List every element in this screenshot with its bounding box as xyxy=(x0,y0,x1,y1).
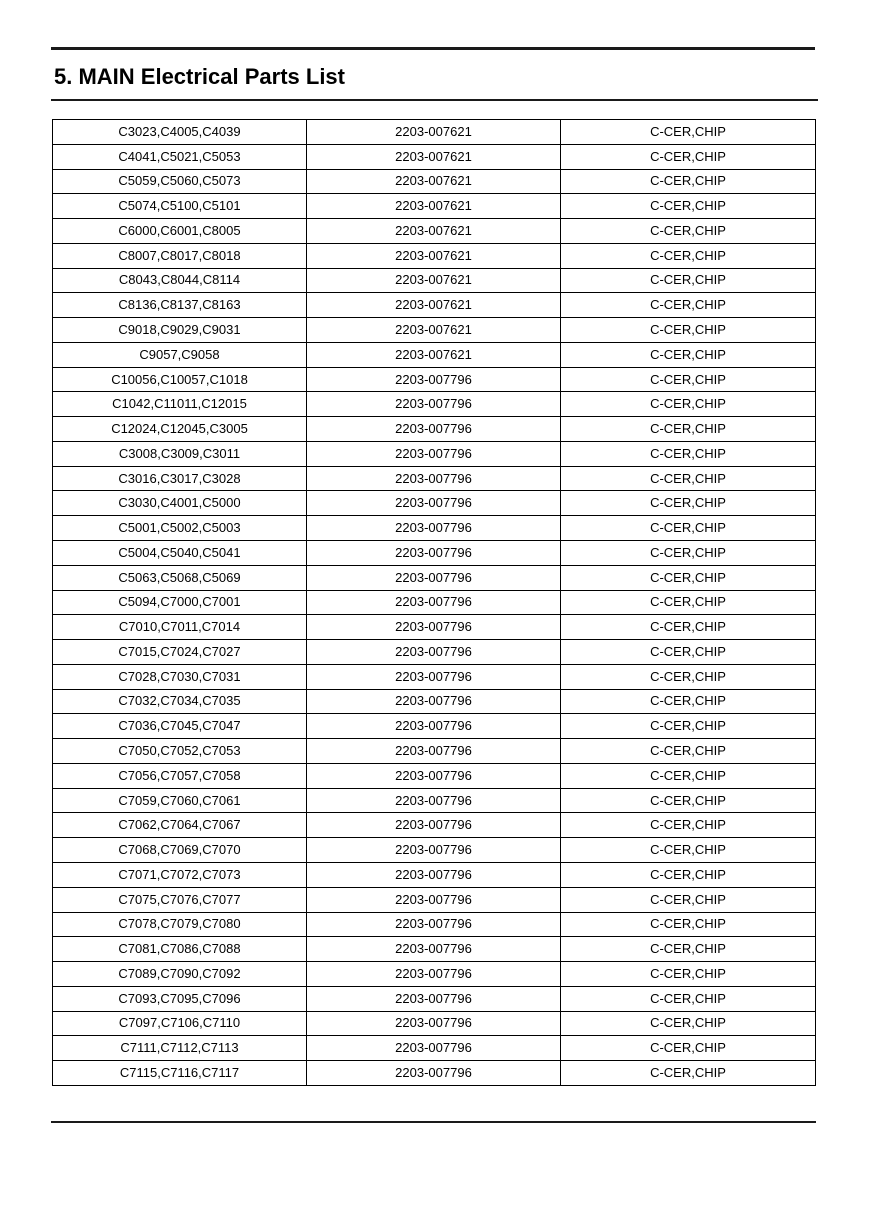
description-cell: C-CER,CHIP xyxy=(561,664,816,689)
part-number-cell: 2203-007796 xyxy=(307,962,561,987)
description-cell: C-CER,CHIP xyxy=(561,120,816,145)
location-cell: C7050,C7052,C7053 xyxy=(53,739,307,764)
part-number-cell: 2203-007796 xyxy=(307,441,561,466)
location-cell: C7097,C7106,C7110 xyxy=(53,1011,307,1036)
table-row xyxy=(53,862,816,887)
page-title: 5. MAIN Electrical Parts List xyxy=(54,64,345,89)
part-number-cell: 2203-007796 xyxy=(307,516,561,541)
part-number-cell: 2203-007796 xyxy=(307,367,561,392)
part-number-cell: 2203-007621 xyxy=(307,120,561,145)
location-cell: C5001,C5002,C5003 xyxy=(53,516,307,541)
location-cell: C5063,C5068,C5069 xyxy=(53,565,307,590)
description-cell: C-CER,CHIP xyxy=(561,739,816,764)
table-row xyxy=(53,714,816,739)
description-cell: C-CER,CHIP xyxy=(561,937,816,962)
part-number-cell: 2203-007621 xyxy=(307,169,561,194)
parts-table-body xyxy=(53,120,816,1086)
location-cell: C7028,C7030,C7031 xyxy=(53,664,307,689)
parts-table xyxy=(52,119,816,1086)
description-cell: C-CER,CHIP xyxy=(561,392,816,417)
part-number-cell: 2203-007796 xyxy=(307,664,561,689)
location-cell: C8043,C8044,C8114 xyxy=(53,268,307,293)
location-cell: C6000,C6001,C8005 xyxy=(53,219,307,244)
table-row xyxy=(53,664,816,689)
part-number-cell: 2203-007621 xyxy=(307,293,561,318)
description-cell: C-CER,CHIP xyxy=(561,590,816,615)
location-cell: C3016,C3017,C3028 xyxy=(53,466,307,491)
description-cell: C-CER,CHIP xyxy=(561,962,816,987)
part-number-cell: 2203-007621 xyxy=(307,194,561,219)
description-cell: C-CER,CHIP xyxy=(561,318,816,343)
description-cell: C-CER,CHIP xyxy=(561,689,816,714)
part-number-cell: 2203-007796 xyxy=(307,417,561,442)
location-cell: C7056,C7057,C7058 xyxy=(53,763,307,788)
table-row xyxy=(53,788,816,813)
part-number-cell: 2203-007796 xyxy=(307,912,561,937)
location-cell: C1042,C11011,C12015 xyxy=(53,392,307,417)
description-cell: C-CER,CHIP xyxy=(561,541,816,566)
part-number-cell: 2203-007621 xyxy=(307,219,561,244)
part-number-cell: 2203-007796 xyxy=(307,937,561,962)
location-cell: C4041,C5021,C5053 xyxy=(53,144,307,169)
location-cell: C3008,C3009,C3011 xyxy=(53,441,307,466)
table-row xyxy=(53,342,816,367)
table-row xyxy=(53,268,816,293)
description-cell: C-CER,CHIP xyxy=(561,144,816,169)
description-cell: C-CER,CHIP xyxy=(561,615,816,640)
location-cell: C7062,C7064,C7067 xyxy=(53,813,307,838)
location-cell: C10056,C10057,C1018 xyxy=(53,367,307,392)
part-number-cell: 2203-007796 xyxy=(307,541,561,566)
part-number-cell: 2203-007796 xyxy=(307,986,561,1011)
table-row xyxy=(53,491,816,516)
location-cell: C7071,C7072,C7073 xyxy=(53,862,307,887)
table-row xyxy=(53,615,816,640)
location-cell: C7115,C7116,C7117 xyxy=(53,1061,307,1086)
description-cell: C-CER,CHIP xyxy=(561,219,816,244)
description-cell: C-CER,CHIP xyxy=(561,986,816,1011)
description-cell: C-CER,CHIP xyxy=(561,268,816,293)
location-cell: C7093,C7095,C7096 xyxy=(53,986,307,1011)
location-cell: C9057,C9058 xyxy=(53,342,307,367)
table-row xyxy=(53,219,816,244)
part-number-cell: 2203-007796 xyxy=(307,565,561,590)
table-row xyxy=(53,144,816,169)
table-row xyxy=(53,689,816,714)
part-number-cell: 2203-007796 xyxy=(307,862,561,887)
table-row xyxy=(53,986,816,1011)
description-cell: C-CER,CHIP xyxy=(561,367,816,392)
table-row xyxy=(53,367,816,392)
description-cell: C-CER,CHIP xyxy=(561,565,816,590)
bottom-rule xyxy=(51,1121,816,1123)
part-number-cell: 2203-007621 xyxy=(307,243,561,268)
description-cell: C-CER,CHIP xyxy=(561,466,816,491)
description-cell: C-CER,CHIP xyxy=(561,491,816,516)
table-row xyxy=(53,169,816,194)
description-cell: C-CER,CHIP xyxy=(561,862,816,887)
location-cell: C7075,C7076,C7077 xyxy=(53,887,307,912)
table-row xyxy=(53,318,816,343)
location-cell: C7010,C7011,C7014 xyxy=(53,615,307,640)
part-number-cell: 2203-007796 xyxy=(307,590,561,615)
table-row xyxy=(53,466,816,491)
table-row xyxy=(53,293,816,318)
description-cell: C-CER,CHIP xyxy=(561,169,816,194)
location-cell: C7078,C7079,C7080 xyxy=(53,912,307,937)
part-number-cell: 2203-007621 xyxy=(307,342,561,367)
part-number-cell: 2203-007796 xyxy=(307,763,561,788)
description-cell: C-CER,CHIP xyxy=(561,417,816,442)
part-number-cell: 2203-007796 xyxy=(307,689,561,714)
table-row xyxy=(53,912,816,937)
part-number-cell: 2203-007621 xyxy=(307,144,561,169)
table-row xyxy=(53,1011,816,1036)
location-cell: C9018,C9029,C9031 xyxy=(53,318,307,343)
table-row xyxy=(53,937,816,962)
description-cell: C-CER,CHIP xyxy=(561,788,816,813)
table-row xyxy=(53,590,816,615)
table-row xyxy=(53,838,816,863)
part-number-cell: 2203-007796 xyxy=(307,838,561,863)
description-cell: C-CER,CHIP xyxy=(561,640,816,665)
part-number-cell: 2203-007796 xyxy=(307,392,561,417)
part-number-cell: 2203-007796 xyxy=(307,714,561,739)
part-number-cell: 2203-007796 xyxy=(307,1036,561,1061)
table-row xyxy=(53,1036,816,1061)
description-cell: C-CER,CHIP xyxy=(561,194,816,219)
location-cell: C7068,C7069,C7070 xyxy=(53,838,307,863)
table-row xyxy=(53,763,816,788)
part-number-cell: 2203-007796 xyxy=(307,1011,561,1036)
location-cell: C12024,C12045,C3005 xyxy=(53,417,307,442)
description-cell: C-CER,CHIP xyxy=(561,342,816,367)
part-number-cell: 2203-007796 xyxy=(307,887,561,912)
description-cell: C-CER,CHIP xyxy=(561,887,816,912)
table-row xyxy=(53,1061,816,1086)
part-number-cell: 2203-007796 xyxy=(307,813,561,838)
location-cell: C7111,C7112,C7113 xyxy=(53,1036,307,1061)
part-number-cell: 2203-007796 xyxy=(307,739,561,764)
description-cell: C-CER,CHIP xyxy=(561,813,816,838)
part-number-cell: 2203-007621 xyxy=(307,318,561,343)
description-cell: C-CER,CHIP xyxy=(561,1011,816,1036)
table-row xyxy=(53,962,816,987)
part-number-cell: 2203-007796 xyxy=(307,640,561,665)
description-cell: C-CER,CHIP xyxy=(561,293,816,318)
description-cell: C-CER,CHIP xyxy=(561,441,816,466)
location-cell: C7032,C7034,C7035 xyxy=(53,689,307,714)
location-cell: C3023,C4005,C4039 xyxy=(53,120,307,145)
location-cell: C3030,C4001,C5000 xyxy=(53,491,307,516)
location-cell: C7036,C7045,C7047 xyxy=(53,714,307,739)
description-cell: C-CER,CHIP xyxy=(561,714,816,739)
location-cell: C5004,C5040,C5041 xyxy=(53,541,307,566)
table-row xyxy=(53,392,816,417)
location-cell: C5059,C5060,C5073 xyxy=(53,169,307,194)
table-row xyxy=(53,813,816,838)
table-row xyxy=(53,441,816,466)
table-row xyxy=(53,194,816,219)
description-cell: C-CER,CHIP xyxy=(561,912,816,937)
part-number-cell: 2203-007796 xyxy=(307,491,561,516)
location-cell: C8007,C8017,C8018 xyxy=(53,243,307,268)
table-row xyxy=(53,120,816,145)
location-cell: C7081,C7086,C7088 xyxy=(53,937,307,962)
description-cell: C-CER,CHIP xyxy=(561,1061,816,1086)
table-row xyxy=(53,243,816,268)
location-cell: C5094,C7000,C7001 xyxy=(53,590,307,615)
part-number-cell: 2203-007621 xyxy=(307,268,561,293)
description-cell: C-CER,CHIP xyxy=(561,838,816,863)
description-cell: C-CER,CHIP xyxy=(561,763,816,788)
part-number-cell: 2203-007796 xyxy=(307,466,561,491)
location-cell: C8136,C8137,C8163 xyxy=(53,293,307,318)
description-cell: C-CER,CHIP xyxy=(561,516,816,541)
description-cell: C-CER,CHIP xyxy=(561,243,816,268)
description-cell: C-CER,CHIP xyxy=(561,1036,816,1061)
table-row xyxy=(53,640,816,665)
location-cell: C7089,C7090,C7092 xyxy=(53,962,307,987)
table-row xyxy=(53,887,816,912)
part-number-cell: 2203-007796 xyxy=(307,615,561,640)
table-row xyxy=(53,565,816,590)
table-row xyxy=(53,417,816,442)
location-cell: C5074,C5100,C5101 xyxy=(53,194,307,219)
table-row xyxy=(53,516,816,541)
title-underline xyxy=(51,99,818,101)
location-cell: C7015,C7024,C7027 xyxy=(53,640,307,665)
part-number-cell: 2203-007796 xyxy=(307,788,561,813)
part-number-cell: 2203-007796 xyxy=(307,1061,561,1086)
table-row xyxy=(53,739,816,764)
table-row xyxy=(53,541,816,566)
location-cell: C7059,C7060,C7061 xyxy=(53,788,307,813)
top-rule xyxy=(51,47,815,50)
